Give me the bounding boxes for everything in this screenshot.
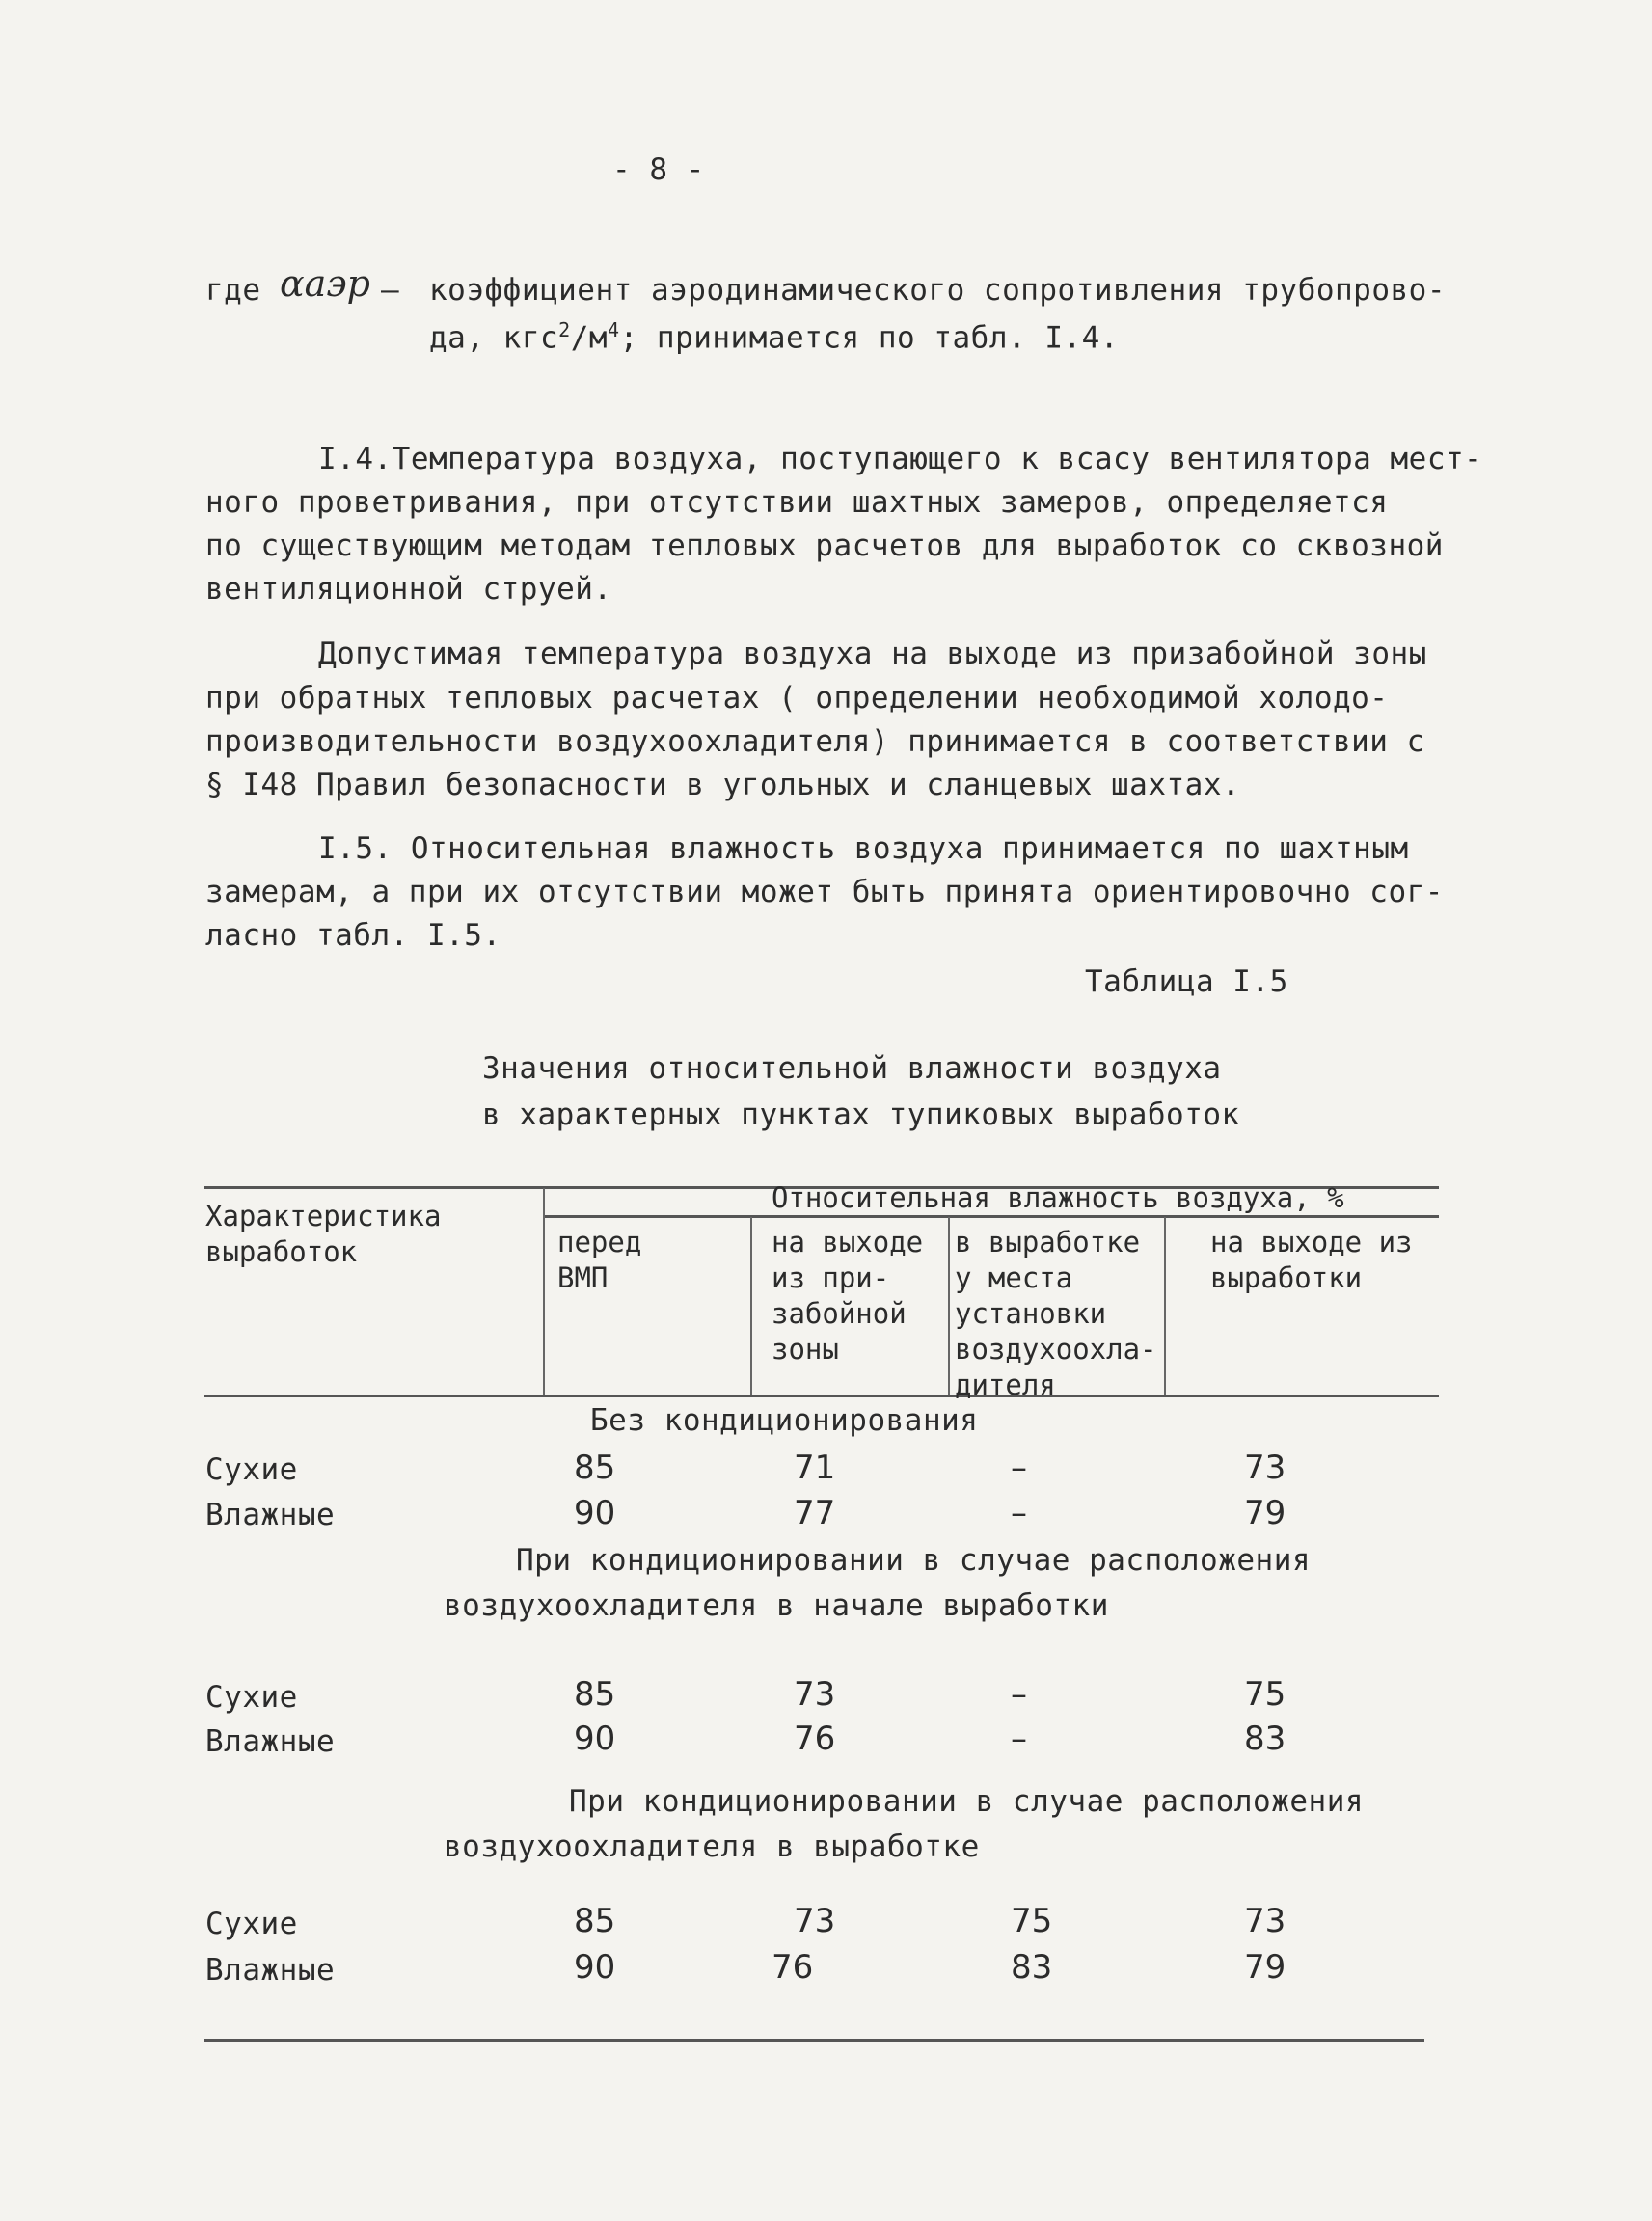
col-divider-3 [1164, 1217, 1166, 1395]
formula-lead: где [205, 273, 261, 308]
cell-face-zone: 76 [794, 1720, 836, 1758]
table-title-line-2: в характерных пунктах тупиковых выработок [482, 1097, 1240, 1132]
table-bottom-rule [204, 2039, 1424, 2042]
formula-dash: – [381, 273, 400, 308]
page-number: - 8 - [612, 152, 705, 187]
para-1-4-line-1: I.4.Температура воздуха, поступающего к всасу вентилятора мест- [318, 442, 1483, 476]
formula-line-2: да, $кгс^2/м^4$; принимается по табл. I.4. [429, 318, 1119, 356]
para-1-4-line-3: по существующим методам тепловых расчетов для выработок со сквозной [205, 528, 1444, 563]
cell-cooler-site: – [1011, 1675, 1027, 1714]
cell-drift-exit: 73 [1244, 1902, 1286, 1940]
row-name: Сухие [205, 1680, 298, 1715]
cell-face-zone: 71 [794, 1449, 836, 1487]
cell-face-zone: 77 [794, 1494, 836, 1532]
col-divider-2 [948, 1217, 950, 1395]
cell-before-vmp: 90 [574, 1720, 616, 1758]
cell-before-vmp: 90 [574, 1948, 616, 1987]
cell-cooler-site: – [1011, 1449, 1027, 1487]
section-title: При кондиционировании в случае расположения [516, 1543, 1312, 1578]
para-temp-line-4: § I48 Правил безопасности в угольных и сланцевых шахтах. [205, 768, 1241, 802]
cell-cooler-site: – [1011, 1720, 1027, 1758]
para-1-4-line-4: вентиляционной струей. [205, 572, 612, 607]
para-1-5-line-2: замерам, а при их отсутствии может быть принята ориентировочно сог- [205, 875, 1444, 909]
cell-drift-exit: 75 [1244, 1675, 1286, 1714]
row-name: Сухие [205, 1452, 298, 1487]
para-1-5-line-3: ласно табл. I.5. [205, 918, 501, 953]
cell-cooler-site: – [1011, 1494, 1027, 1532]
para-temp-line-3: производительности воздухоохладителя) принимается в соответствии с [205, 724, 1425, 759]
cell-drift-exit: 79 [1244, 1494, 1286, 1532]
formula-symbol: αаэр [280, 262, 370, 305]
header-col-cooler-site: в выработке у места установки воздухоохла- дителя [955, 1226, 1157, 1401]
cell-before-vmp: 90 [574, 1494, 616, 1532]
section-title: При кондиционировании в случае расположения [569, 1784, 1365, 1819]
para-1-4-line-2: ного проветривания, при отсутствии шахтных замеров, определяется [205, 485, 1389, 520]
header-group: Относительная влажность воздуха, % [772, 1181, 1344, 1214]
col-divider-1 [750, 1217, 752, 1395]
section-title: Без кондиционирования [590, 1403, 979, 1438]
row-name: Влажные [205, 1953, 336, 1988]
header-col-before-vmp: перед ВМП [557, 1226, 642, 1294]
section-title: воздухоохладителя в выработке [444, 1829, 980, 1864]
cell-drift-exit: 79 [1244, 1948, 1286, 1987]
cell-drift-exit: 73 [1244, 1449, 1286, 1487]
header-bottom-rule [204, 1395, 1439, 1397]
table-label: Таблица I.5 [1085, 964, 1288, 999]
para-temp-line-1: Допустимая температура воздуха на выходе из призабойной зоны [318, 637, 1427, 671]
formula-line-1: коэффициент аэродинамического сопротивления трубопрово- [429, 273, 1446, 308]
cell-before-vmp: 85 [574, 1675, 616, 1714]
header-characteristic: Характеристика выработок [205, 1200, 442, 1268]
cell-cooler-site: 83 [1011, 1948, 1053, 1987]
cell-face-zone: 73 [794, 1675, 836, 1714]
para-temp-line-2: при обратных тепловых расчетах ( определении необходимой холодо- [205, 681, 1389, 716]
section-title: воздухоохладителя в начале выработки [444, 1588, 1109, 1623]
row-name: Сухие [205, 1907, 298, 1941]
header-col-face-zone: на выходе из при- забойной зоны [772, 1226, 924, 1366]
row-name: Влажные [205, 1498, 336, 1532]
cell-before-vmp: 85 [574, 1902, 616, 1940]
cell-face-zone: 73 [794, 1902, 836, 1940]
table-title-line-1: Значения относительной влажности воздуха [482, 1051, 1222, 1086]
para-1-5-line-1: I.5. Относительная влажность воздуха принимается по шахтным [318, 831, 1409, 866]
cell-cooler-site: 75 [1011, 1902, 1053, 1940]
cell-drift-exit: 83 [1244, 1720, 1286, 1758]
cell-before-vmp: 85 [574, 1449, 616, 1487]
header-col-drift-exit: на выходе из выработки [1210, 1226, 1413, 1294]
cell-face-zone: 76 [772, 1948, 814, 1987]
row-name: Влажные [205, 1724, 336, 1759]
col-divider-0 [543, 1188, 545, 1395]
